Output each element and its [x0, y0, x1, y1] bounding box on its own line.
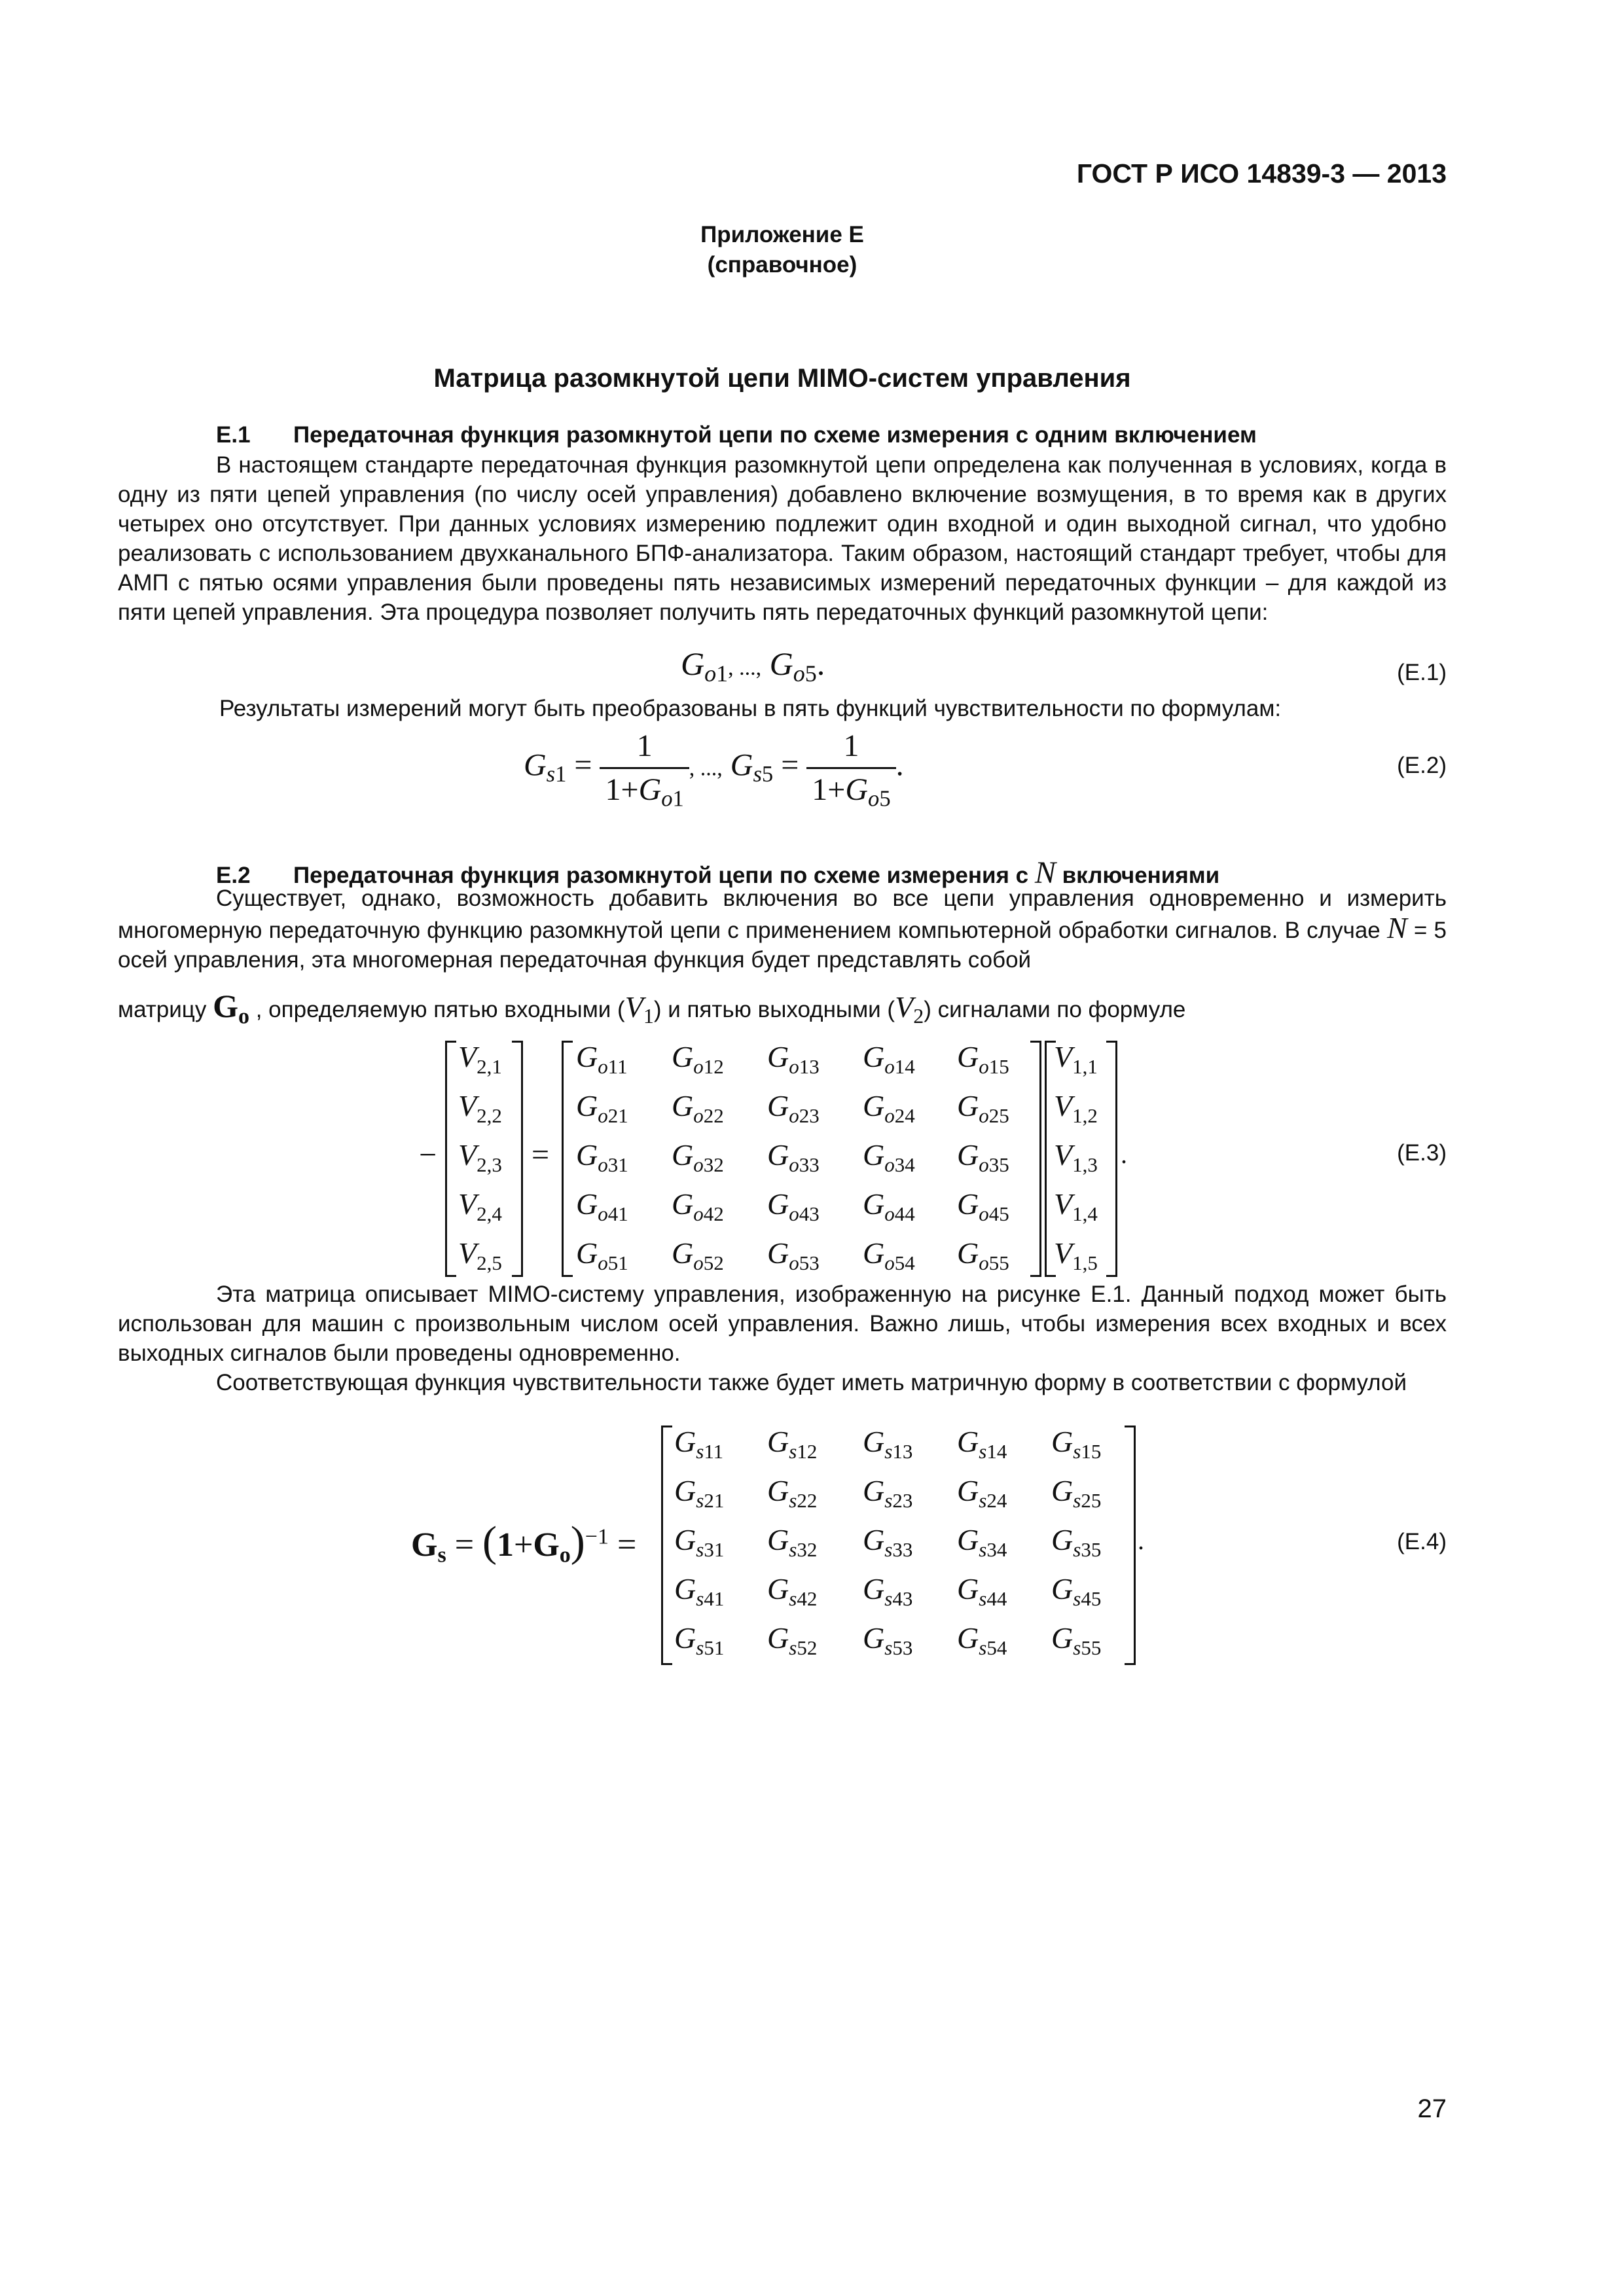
appendix-title: Приложение Е [700, 222, 864, 247]
gs-matrix-element: $G_{s13}$ [863, 1425, 913, 1463]
eq3-bracket [512, 1041, 523, 1277]
go-matrix-element: $G_{o11}$ [576, 1040, 628, 1078]
eq4-period: . [1138, 1526, 1144, 1555]
gs-matrix-element: $G_{s21}$ [674, 1474, 725, 1512]
v2-element: $V_{2,4}$ [458, 1187, 502, 1225]
go-matrix-element: $G_{o43}$ [767, 1187, 820, 1225]
gs-matrix-element: $G_{s44}$ [957, 1572, 1007, 1610]
go-matrix-element: $G_{o52}$ [672, 1236, 724, 1274]
v1-element: $V_{1,2}$ [1054, 1089, 1098, 1127]
v2-element: $V_{2,3}$ [458, 1138, 502, 1176]
go-matrix-element: $G_{o42}$ [672, 1187, 724, 1225]
gs-matrix-element: $G_{s52}$ [767, 1621, 818, 1659]
go-matrix-element: $G_{o35}$ [957, 1138, 1009, 1176]
gs-matrix-element: $G_{s34}$ [957, 1523, 1007, 1561]
gs-matrix-element: $G_{s41}$ [674, 1572, 725, 1610]
go-matrix-element: $G_{o24}$ [863, 1089, 915, 1127]
section1-number: Е.1 [216, 422, 251, 448]
gs-matrix-element: $G_{s22}$ [767, 1474, 818, 1512]
equation-e4-label: (Е.4) [1397, 1529, 1447, 1554]
gs-matrix-element: $G_{s54}$ [957, 1621, 1007, 1659]
main-title: Матрица разомкнутой цепи MIMO-систем управления [433, 364, 1131, 393]
gs-matrix-element: $G_{s53}$ [863, 1621, 913, 1659]
appendix-subtitle: (справочное) [707, 252, 857, 278]
gs-matrix-element: $G_{s32}$ [767, 1523, 818, 1561]
equation-e3-label: (Е.3) [1397, 1140, 1447, 1166]
go-matrix-element: $G_{o23}$ [767, 1089, 820, 1127]
v1-element: $V_{1,4}$ [1054, 1187, 1098, 1225]
section2-number: Е.2 [216, 863, 251, 888]
v1-element: $V_{1,3}$ [1054, 1138, 1098, 1176]
gs-matrix-element: $G_{s25}$ [1051, 1474, 1102, 1512]
gs-matrix-element: $G_{s14}$ [957, 1425, 1007, 1463]
go-matrix-element: $G_{o15}$ [957, 1040, 1009, 1078]
gs-matrix-element: $G_{s42}$ [767, 1572, 818, 1610]
section2-paragraph-2: Эта матрица описывает MIMO-систему управления, изображенную на рисунке Е.1. Данный подход может быть использован для машин с произвольным числом осей управления. Важно лишь, чтобы измерения всех входных и всех выходных сигналов были проведены одновременно. [118, 1282, 1447, 1366]
go-matrix-element: $G_{o41}$ [576, 1187, 628, 1225]
go-matrix-element: $G_{o12}$ [672, 1040, 724, 1078]
document-standard-header: ГОСТ Р ИСО 14839-3 — 2013 [1076, 158, 1447, 188]
go-matrix-element: $G_{o22}$ [672, 1089, 724, 1127]
gs-matrix-element: $G_{s15}$ [1051, 1425, 1102, 1463]
equation-e1-label: (Е.1) [1397, 660, 1447, 685]
go-matrix-element: $G_{o53}$ [767, 1236, 820, 1274]
section1-between-text: Результаты измерений могут быть преобразованы в пять функций чувствительности по формулам: [219, 696, 1282, 721]
go-matrix-element: $G_{o54}$ [863, 1236, 915, 1274]
eq3-bracket [562, 1041, 573, 1277]
gs-matrix-element: $G_{s31}$ [674, 1523, 725, 1561]
eq4-bracket [1125, 1426, 1136, 1665]
gs-matrix-element: $G_{s55}$ [1051, 1621, 1102, 1659]
section1-paragraph: В настоящем стандарте передаточная функция разомкнутой цепи определена как полученная в условиях, когда в одну из пяти цепей управления (по числу осей управления) добавлено включение возмущения, в то время как в других четырех оно отсутствует. При данных условиях измерению подлежит один входной и один выходной сигнал, что удобно реализовать с использованием двухканального БПФ-анализатора. Таким образом, настоящий стандарт требует, чтобы для АМП с пятью осями управления были проведены пять независимых измерений передаточных функции – для каждой из пяти цепей управления. Эта процедура позволяет получить пять передаточных функций разомкнутой цепи: [118, 452, 1447, 625]
v2-element: $V_{2,5}$ [458, 1236, 502, 1274]
eq3-bracket [1106, 1041, 1117, 1277]
eq3-period: . [1121, 1139, 1127, 1169]
gs-matrix-element: $G_{s24}$ [957, 1474, 1007, 1512]
section1-heading [216, 422, 1257, 448]
eq4-lhs: $G_s = (1+G_o)^{-1}$ = [411, 1518, 637, 1568]
go-matrix-element: $G_{o13}$ [767, 1040, 820, 1078]
gs-matrix-element: $G_{s43}$ [863, 1572, 913, 1610]
section2-paragraph-3: Соответствующая функция чувствительности также будет иметь матричную форму в соответствии с формулой [216, 1370, 1407, 1395]
go-matrix-element: $G_{o44}$ [863, 1187, 915, 1225]
section2-paragraph-1: Существует, однако, возможность добавить включения во все цепи управления одновременно и измерить многомерную передаточную функцию разомкнутой цепи с применением компьютерной обработки сигналов. В случае N = 5 осей управления, эта многомерная передаточная функция будет представлять собой [118, 886, 1447, 973]
go-matrix-element: $G_{o45}$ [957, 1187, 1009, 1225]
v1-element: $V_{1,5}$ [1054, 1236, 1098, 1274]
equation-e1: $G_{o1}$, ..., $G_{o5}$. [681, 645, 825, 687]
page-number: 27 [1417, 2094, 1447, 2123]
gs-matrix-element: $G_{s51}$ [674, 1621, 725, 1659]
eq4-bracket [661, 1426, 672, 1665]
go-matrix-element: $G_{o32}$ [672, 1138, 724, 1176]
eq3-minus: − [419, 1138, 437, 1172]
eq3-bracket [445, 1041, 456, 1277]
go-matrix-element: $G_{o55}$ [957, 1236, 1009, 1274]
v2-element: $V_{2,1}$ [458, 1040, 502, 1078]
go-matrix-element: $G_{o31}$ [576, 1138, 628, 1176]
section2-paragraph-1-tail: матрицу $G_o$ , определяемую пятью входными $(V_1)$ и пятью выходными $(V_2)$ сигналами по формуле [118, 988, 1186, 1029]
gs-matrix-element: $G_{s33}$ [863, 1523, 913, 1561]
v1-element: $V_{1,1}$ [1054, 1040, 1098, 1078]
gs-matrix-element: $G_{s23}$ [863, 1474, 913, 1512]
gs-matrix-element: $G_{s12}$ [767, 1425, 818, 1463]
gs-matrix-element: $G_{s35}$ [1051, 1523, 1102, 1561]
gs-matrix-element: $G_{s45}$ [1051, 1572, 1102, 1610]
go-matrix-element: $G_{o25}$ [957, 1089, 1009, 1127]
equation-e2-label: (Е.2) [1397, 753, 1447, 778]
section1-title: Передаточная функция разомкнутой цепи по схеме измерения с одним включением [293, 422, 1257, 448]
go-matrix-element: $G_{o34}$ [863, 1138, 915, 1176]
section2-heading: Е.2 Передаточная функция разомкнутой цепи по схеме измерения с N включениями [216, 855, 1220, 890]
eq3-equals: = [532, 1138, 550, 1172]
go-matrix-element: $G_{o21}$ [576, 1089, 628, 1127]
go-matrix-element: $G_{o14}$ [863, 1040, 915, 1078]
eq3-bracket [1030, 1041, 1041, 1277]
equation-e2: $G_{s1}$ = $\frac{1}{1+G_{o1}}$ , ..., $G_{s5}$ = $\frac{1}{1+G_{o5}}$ . [524, 725, 904, 811]
go-matrix-element: $G_{o33}$ [767, 1138, 820, 1176]
go-matrix-element: $G_{o51}$ [576, 1236, 628, 1274]
v2-element: $V_{2,2}$ [458, 1089, 502, 1127]
gs-matrix-element: $G_{s11}$ [674, 1425, 724, 1463]
appendix-heading [118, 220, 1447, 280]
